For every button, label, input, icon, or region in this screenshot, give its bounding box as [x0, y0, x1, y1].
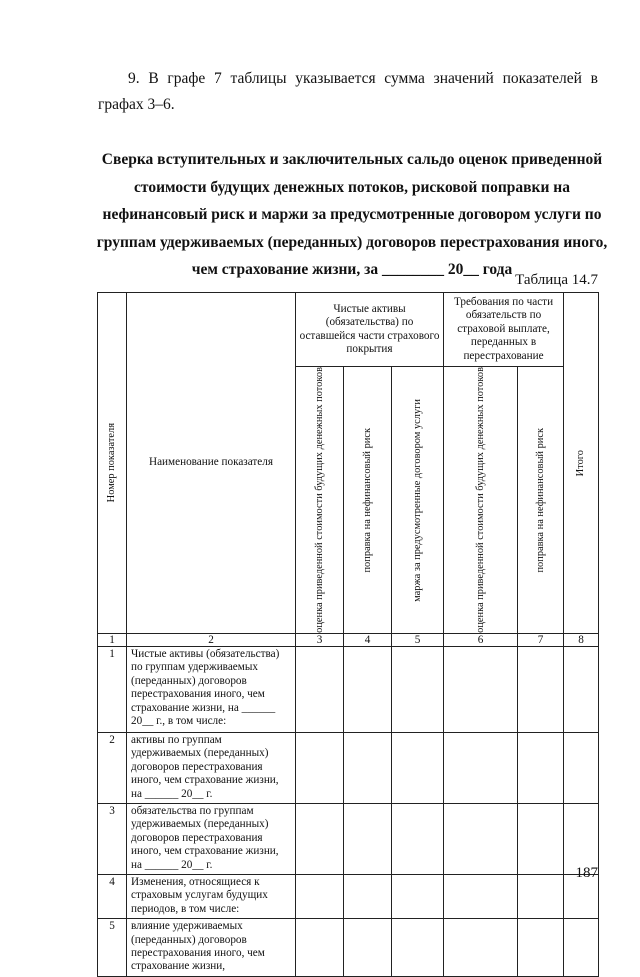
header-col-3-label: оценка приведенной стоимости будущих денежных потоков [313, 367, 325, 633]
cell [392, 646, 444, 732]
header-col-6-label: оценка приведенной стоимости будущих денежных потоков [474, 367, 486, 633]
cell [444, 803, 518, 874]
header-col-5 [392, 367, 444, 634]
table-row [98, 732, 599, 803]
cell [518, 646, 564, 732]
header-indicator-name-label: Наименование показателя [149, 456, 273, 469]
header-col-3 [296, 367, 344, 634]
cell [518, 874, 564, 918]
cell [296, 919, 344, 977]
header-total-label: Итого [575, 449, 587, 477]
header-indicator-name [127, 293, 296, 634]
row-name: Изменения, относящиеся к страховым услугам будущих периодов, в том числе: [127, 874, 296, 918]
column-number: 6 [444, 633, 518, 646]
table-row [98, 874, 599, 918]
cell [444, 732, 518, 803]
section-heading: Сверка вступительных и заключительных сальдо оценок приведенной стоимости будущих денежных потоков, рисковой поправки на нефинансовый риск и маржи за предусмотренные договором услуги по группам удерживаемых (переданных) договоров перестрахования иного, чем страхование жизни, за ________ 20__ года [96, 151, 608, 278]
header-group-net-assets [296, 293, 444, 367]
header-col-7-label: поправка на нефинансовый риск [534, 427, 546, 573]
row-number: 3 [98, 803, 127, 874]
cell [564, 646, 599, 732]
cell [392, 919, 444, 977]
cell [444, 646, 518, 732]
header-total [564, 293, 599, 634]
cell [518, 803, 564, 874]
cell [392, 803, 444, 874]
column-number: 7 [518, 633, 564, 646]
cell [518, 919, 564, 977]
cell [444, 874, 518, 918]
cell [296, 646, 344, 732]
cell [564, 919, 599, 977]
header-col-7 [518, 367, 564, 634]
cell [344, 919, 392, 977]
row-number: 4 [98, 874, 127, 918]
header-col-5-label: маржа за предусмотренные договором услуги [411, 398, 423, 602]
header-col-6 [444, 367, 518, 634]
paragraph-note-9: 9. В графе 7 таблицы указывается сумма значений показателей в графах 3–6. [98, 70, 598, 113]
header-row-number [98, 293, 127, 634]
row-name: Чистые активы (обязательства) по группам удерживаемых (переданных) договоров перестрахования иного, чем страхование жизни, на ______ 20__ г., в том числе: [127, 646, 296, 732]
cell [344, 646, 392, 732]
header-group-net-assets-label: Чистые активы (обязательства) по оставшейся части страхового покрытия [299, 302, 440, 355]
column-number: 2 [127, 633, 296, 646]
row-name: влияние удерживаемых (переданных) договоров перестрахования иного, чем страхование жизни, [127, 919, 296, 977]
cell [296, 803, 344, 874]
table-row [98, 803, 599, 874]
cell [444, 919, 518, 977]
header-col-4-label: поправка на нефинансовый риск [361, 427, 373, 573]
column-number-row [98, 633, 599, 646]
column-number: 3 [296, 633, 344, 646]
table-row [98, 646, 599, 732]
page-number: 187 [575, 865, 598, 881]
header-row-number-label: Номер показателя [106, 423, 118, 503]
row-name: активы по группам удерживаемых (переданных) договоров перестрахования иного, чем страхование жизни, на ______ 20__ г. [127, 732, 296, 803]
header-group-claims-label: Требования по части обязательств по страховой выплате, переданных в перестрахование [453, 296, 554, 362]
cell [564, 803, 599, 874]
cell [392, 874, 444, 918]
column-number: 8 [564, 633, 599, 646]
table-caption: Таблица 14.7 [515, 272, 598, 288]
cell [296, 732, 344, 803]
row-number: 1 [98, 646, 127, 732]
reconciliation-table [97, 292, 599, 977]
table-row [98, 919, 599, 977]
header-group-claims [444, 293, 564, 367]
row-number: 2 [98, 732, 127, 803]
row-name: обязательства по группам удерживаемых (переданных) договоров перестрахования иного, чем страхование жизни, на ______ 20__ г. [127, 803, 296, 874]
cell [564, 732, 599, 803]
column-number: 4 [344, 633, 392, 646]
header-col-4 [344, 367, 392, 634]
column-number: 1 [98, 633, 127, 646]
cell [344, 803, 392, 874]
cell [392, 732, 444, 803]
column-number: 5 [392, 633, 444, 646]
cell [518, 732, 564, 803]
cell [296, 874, 344, 918]
cell [344, 732, 392, 803]
row-number: 5 [98, 919, 127, 977]
cell [344, 874, 392, 918]
